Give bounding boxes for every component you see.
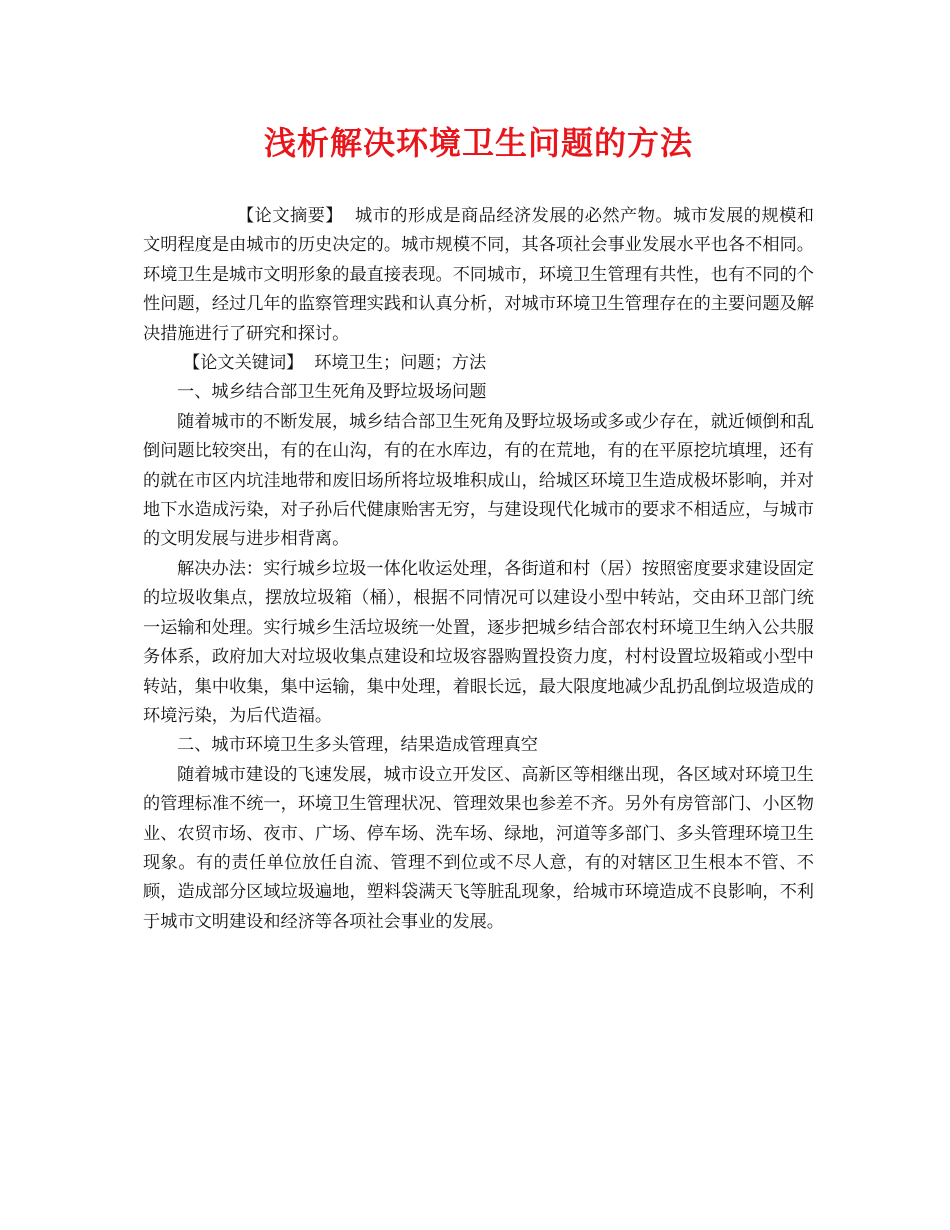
keywords-text: 环境卫生；问题；方法 [314, 353, 487, 374]
keywords-paragraph [143, 349, 814, 378]
abstract-label: 【论文摘要】 [237, 206, 344, 226]
section1-paragraph-1: 随着城市的不断发展，城乡结合部卫生死角及野垃圾场或多或少存在，就近倾倒和乱倒问题比较突出，有的在山沟，有的在水库边，有的在荒地，有的在平原挖坑填埋，还有的就在市区内坑洼地带和废旧场所将垃圾堆积成山，给城区环境卫生造成极坏影响，并对地下水造成污染，对子孙后代健康贻害无穷，与建设现代化城市的要求不相适应，与城市的文明发展与进步相背离。 [143, 411, 814, 550]
abstract-text: 城市的形成是商品经济发展的必然产物。城市发展的规模和文明程度是由城市的历史决定的。城市规模不同，其各项社会事业发展水平也各不相同。环境卫生是城市文明形象的最直接表现。不同城市，环境卫生管理有共性，也有不同的个性问题，经过几年的监察管理实践和认真分析，对城市环境卫生管理存在的主要问题及解决措施进行了研究和探讨。 [143, 206, 814, 344]
section1-paragraph-2: 解决办法：实行城乡垃圾一体化收运处理，各街道和村（居）按照密度要求建设固定的垃圾收集点，摆放垃圾箱（桶），根据不同情况可以建设小型中转站，交由环卫部门统一运输和处理。实行城乡生活垃圾统一处置，逐步把城乡结合部农村环境卫生纳入公共服务体系，政府加大对垃圾收集点建设和垃圾容器购置投资力度，村村设置垃圾箱或小型中转站，集中收集，集中运输，集中处理，着眼长远，最大限度地减少乱扔乱倒垃圾造成的环境污染，为后代造福。 [143, 558, 814, 726]
section2-paragraph-1: 随着城市建设的飞速发展，城市设立开发区、高新区等相继出现，各区域对环境卫生的管理标准不统一，环境卫生管理状况、管理效果也参差不齐。另外有房管部门、小区物业、农贸市场、夜市、广场、停车场、洗车场、绿地，河道等多部门、多头管理环境卫生现象。有的责任单位放任自流、管理不到位或不尽人意，有的对辖区卫生根本不管、不顾，造成部分区域垃圾遍地，塑料袋满天飞等脏乱现象，给城市环境造成不良影响，不利于城市文明建设和经济等各项社会事业的发展。 [143, 764, 814, 932]
abstract-paragraph [143, 202, 814, 349]
section-heading-1: 一、城乡结合部卫生死角及野垃圾场问题 [177, 382, 487, 403]
section-heading-2: 二、城市环境卫生多头管理，结果造成管理真空 [177, 735, 538, 756]
document-title: 浅析解决环境卫生问题的方法 [263, 124, 693, 162]
keywords-label: 【论文关键词】 [183, 353, 304, 374]
